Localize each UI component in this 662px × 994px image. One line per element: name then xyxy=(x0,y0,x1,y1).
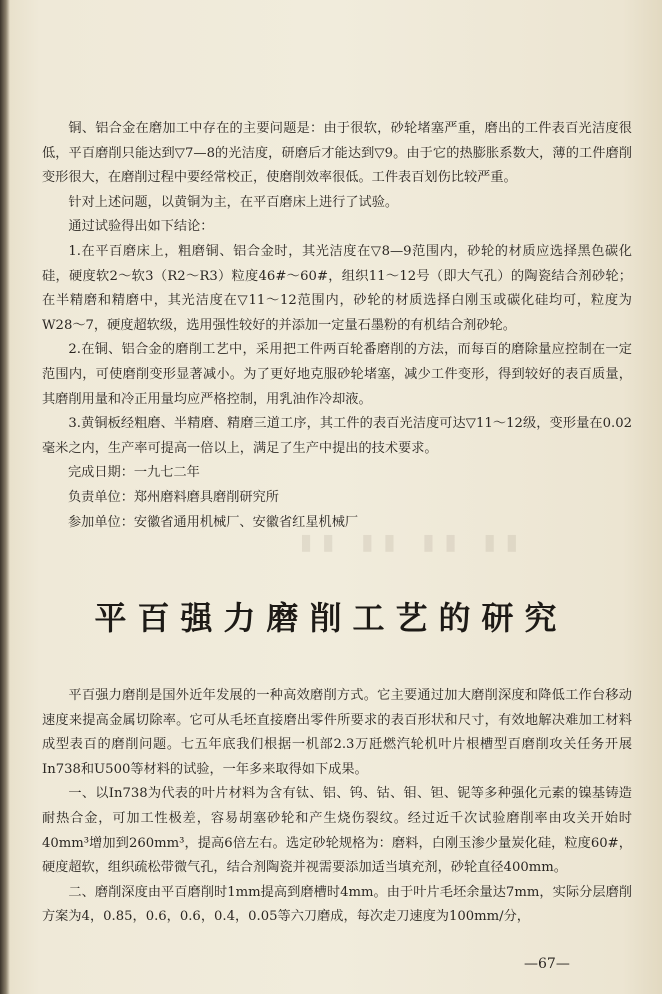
article-title: 平百强力磨削工艺的研究 xyxy=(94,599,568,637)
conclusion-item-1: 1.在平百磨床上，粗磨铜、铝合金时，其光洁度在▽8—9范围内，砂轮的材质应选择黑色碳化硅，硬度软2～软3（R2～R3）粒度46#～60#，组织11～12号（即大气孔）的陶瓷结合剂砂轮；在半精磨和精磨中，其光洁度在▽11～12范围内，砂轮的材质选择白刚玉或碳化硅均可，粒度为 W28～7，硬度超软级，选用强性较好的并添加一定量石墨粉的有机结合剂砂轮。 xyxy=(42,243,632,333)
paragraph-result-2: 二、磨削深度由平百磨削时1mm提高到磨槽时4mm。由于叶片毛坯余量达7mm，实际分层磨削方案为4，0.85，0.6，0.6，0.4，0.05等六刀磨成，每次走刀速度为100mm/分， xyxy=(42,884,632,925)
completion-date: 完成日期：一九七二年 xyxy=(68,465,200,481)
paragraph-intro: 平百强力磨削是国外近年发展的一种高效磨削方式。它主要通过加大磨削深度和降低工作台移动速度来提高金属切除率。它可从毛坯直接磨出零件所要求的表百形状和尺寸，有效地解决难加工材料成型表百的磨削问题。七五年底我们根据一机部2.3万瓩燃汽轮机叶片根槽型百磨削攻关任务开展In738和U500等材料的试验，一年多来取得如下成果。 xyxy=(42,688,632,777)
responsible-unit: 负责单位：郑州磨料磨具磨削研究所 xyxy=(68,489,279,505)
article-body xyxy=(42,684,632,930)
previous-article-conclusion xyxy=(42,117,632,535)
book-spine-shadow xyxy=(0,0,10,994)
conclusion-item-2: 2.在铜、铝合金的磨削工艺中，采用把工件两百轮番磨削的方法，而每百的磨除量应控制在一定范围内，可使磨削变形显著减小。为了更好地克服砂轮堵塞，减少工件变形，得到较好的表百质量，其磨削用量和冷正用量均应严格控制，用乳油作冷却液。 xyxy=(42,342,632,407)
paragraph-conclusion-intro: 通过试验得出如下结论： xyxy=(68,219,214,235)
show-through-text: ▮▮ ▮▮ ▮▮ ▮▮ xyxy=(300,530,528,555)
paragraph-result-1: 一、以In738为代表的叶片材料为含有钛、铝、钨、钴、钼、钽、铌等多种强化元素的镍基铸造耐热合金，可加工性极差，容易胡塞砂轮和产生烧伤裂纹。经过近千次试验磨削率由攻关开始时40mm³增加到260mm³，提高6倍左右。选定砂轮规格为：磨料，白刚玉渗少量炭化硅，粒度60#，硬度超软，组织疏松带微气孔，结合剂陶瓷并视需要添加适当填充剂，砂轮直径400mm。 xyxy=(42,786,632,876)
paragraph-approach: 针对上述问题，以黄铜为主，在平百磨床上进行了试验。 xyxy=(68,194,399,210)
participating-units: 参加单位：安徽省通用机械厂、安徽省红星机械厂 xyxy=(68,514,359,530)
page-number: —67— xyxy=(524,956,570,972)
conclusion-item-3: 3.黄铜板经粗磨、半精磨、精磨三道工序，其工件的表百光洁度可达▽11～12级，变形量在0.02毫米之内，生产率可提高一倍以上，满足了生产中提出的技术要求。 xyxy=(42,416,632,456)
paragraph-problems: 铜、铝合金在磨加工中存在的主要问题是：由于很软，砂轮堵塞严重，磨出的工件表百光洁度很低，平百磨削只能达到▽7—8的光洁度，研磨后才能达到▽9。由于它的热膨胀系数大，薄的工件磨削变形很大，在磨削过程中要经常校正，使磨削效率很低。工件表百划伤比较严重。 xyxy=(42,121,632,186)
